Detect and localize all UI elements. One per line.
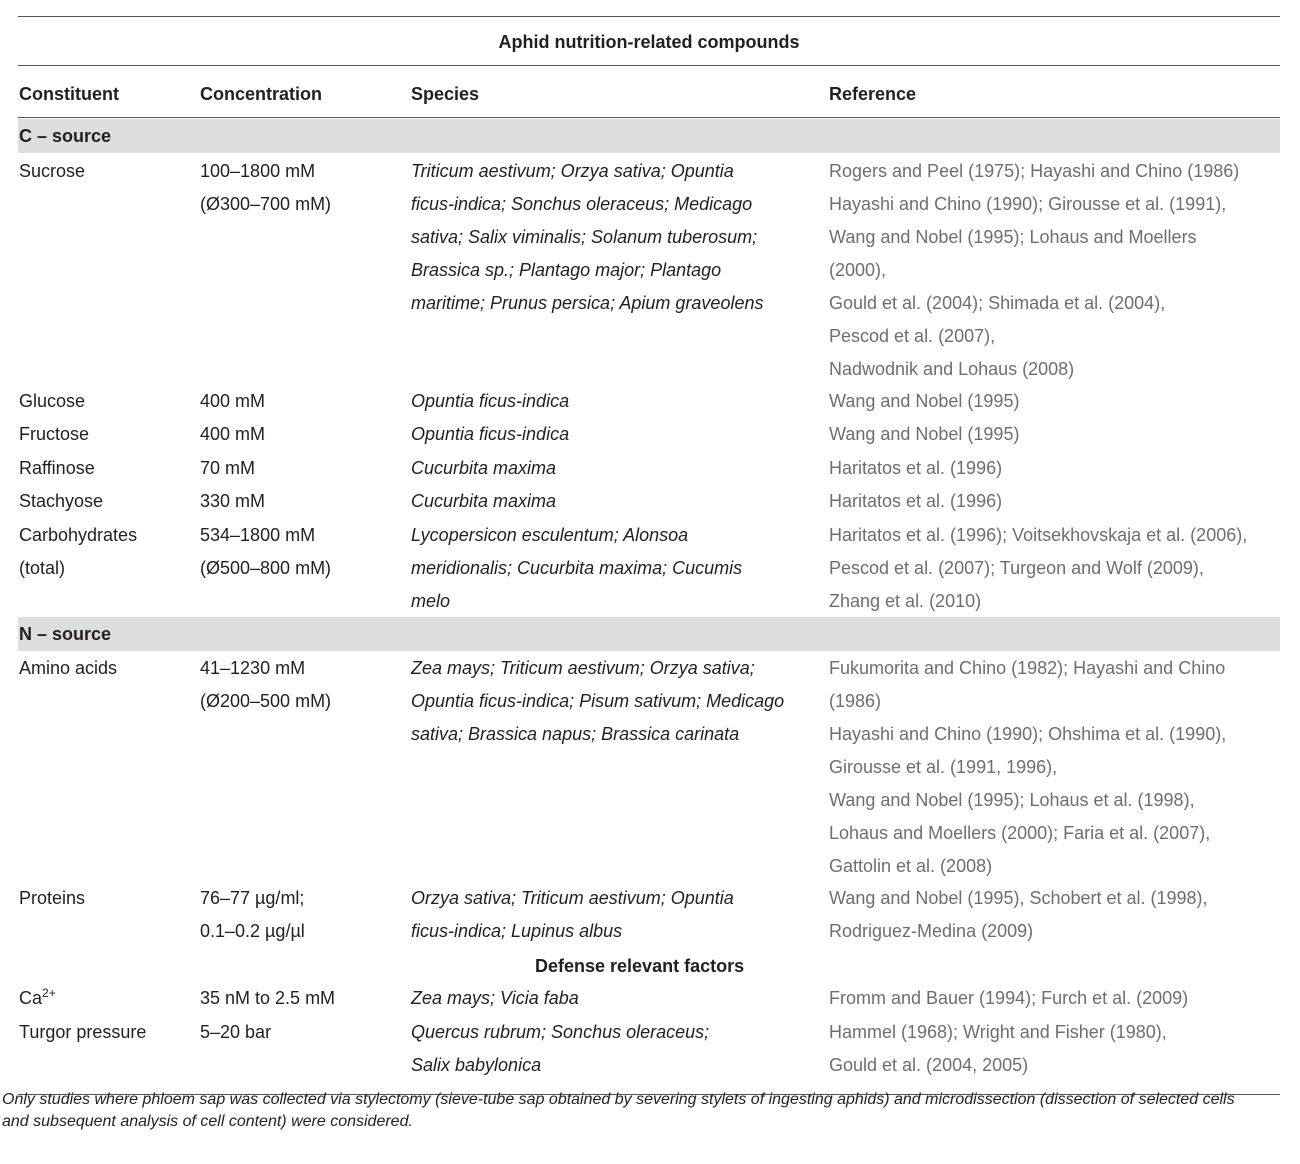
top-rule — [18, 16, 1280, 17]
cell-reference: Hayashi and Chino (1990); Girousse et al. (1991), — [829, 194, 1227, 214]
cell-concentration: 330 mM — [200, 491, 266, 511]
cell-concentration: 400 mM — [200, 391, 266, 411]
cell-reference: Zhang et al. (2010) — [829, 591, 982, 611]
cell-concentration: 534–1800 mM — [200, 525, 316, 545]
cell-species: Orzya sativa; Triticum aestivum; Opuntia — [411, 888, 734, 908]
cell-constituent: Fructose — [19, 424, 90, 444]
section-label: C – source — [19, 126, 112, 146]
constituent-superscript: 2+ — [42, 986, 56, 1000]
cell-concentration: 100–1800 mM — [200, 161, 316, 181]
cell-species: Brassica sp.; Plantago major; Plantago — [411, 260, 722, 280]
cell-reference: (2000), — [829, 260, 887, 280]
section-n-source — [18, 617, 1280, 651]
cell-concentration: (Ø200–500 mM) — [200, 691, 332, 711]
cell-reference: Wang and Nobel (1995); Lohaus et al. (1998), — [829, 790, 1195, 810]
cell-concentration: 0.1–0.2 µg/µl — [200, 921, 305, 941]
cell-species: Zea mays; Triticum aestivum; Orzya sativa; — [411, 658, 755, 678]
cell-reference: Haritatos et al. (1996) — [829, 458, 1003, 478]
cell-concentration: (Ø300–700 mM) — [200, 194, 332, 214]
cell-reference: Girousse et al. (1991, 1996), — [829, 757, 1058, 777]
section-label: N – source — [19, 624, 112, 644]
cell-constituent: Turgor pressure — [19, 1022, 147, 1042]
cell-reference: Fukumorita and Chino (1982); Hayashi and Chino — [829, 658, 1226, 678]
cell-reference: Lohaus and Moellers (2000); Faria et al. (2007), — [829, 823, 1211, 843]
cell-reference: Gattolin et al. (2008) — [829, 856, 993, 876]
cell-species: Cucurbita maxima — [411, 458, 557, 478]
header-species: Species — [411, 84, 480, 104]
cell-reference: Wang and Nobel (1995) — [829, 391, 1020, 411]
cell-species: meridionalis; Cucurbita maxima; Cucumis — [411, 558, 743, 578]
header-constituent: Constituent — [19, 84, 119, 104]
cell-reference: Wang and Nobel (1995); Lohaus and Moellers — [829, 227, 1197, 247]
cell-reference: Wang and Nobel (1995) — [829, 424, 1020, 444]
cell-concentration: 400 mM — [200, 424, 266, 444]
cell-reference: Haritatos et al. (1996) — [829, 491, 1003, 511]
cell-constituent: Stachyose — [19, 491, 104, 511]
cell-reference: Haritatos et al. (1996); Voitsekhovskaja et al. (2006), — [829, 525, 1248, 545]
cell-concentration: 5–20 bar — [200, 1022, 272, 1042]
cell-concentration: 76–77 µg/ml; — [200, 888, 305, 908]
header-concentration: Concentration — [200, 84, 323, 104]
cell-reference: (1986) — [829, 691, 882, 711]
cell-reference: Fromm and Bauer (1994); Furch et al. (2009) — [829, 988, 1189, 1008]
cell-species: ficus-indica; Sonchus oleraceus; Medicago — [411, 194, 753, 214]
cell-concentration: 70 mM — [200, 458, 256, 478]
cell-concentration: 35 nM to 2.5 mM — [200, 988, 336, 1008]
cell-species: Opuntia ficus-indica — [411, 424, 570, 444]
header-rule — [18, 117, 1280, 118]
cell-reference: Hayashi and Chino (1990); Ohshima et al. (1990), — [829, 724, 1227, 744]
cell-species: Opuntia ficus-indica — [411, 391, 570, 411]
cell-species: Quercus rubrum; Sonchus oleraceus; — [411, 1022, 710, 1042]
constituent-base: Ca — [19, 988, 43, 1008]
cell-constituent — [19, 988, 56, 1008]
table-footnote: Only studies where phloem sap was collected via stylectomy (sieve-tube sap obtained by severing stylets of ingesting aphids) and microdissection (dissection of selected cells and subsequent analysis of cell content) were considered. — [2, 1091, 1235, 1130]
cell-reference: Rodriguez-Medina (2009) — [829, 921, 1034, 941]
cell-constituent: Raffinose — [19, 458, 95, 478]
cell-reference: Pescod et al. (2007); Turgeon and Wolf (2009), — [829, 558, 1204, 578]
cell-species: Opuntia ficus-indica; Pisum sativum; Medicago — [411, 691, 785, 711]
cell-constituent: Sucrose — [19, 161, 86, 181]
cell-concentration: (Ø500–800 mM) — [200, 558, 332, 578]
cell-species: Lycopersicon esculentum; Alonsoa — [411, 525, 689, 545]
cell-concentration: 41–1230 mM — [200, 658, 306, 678]
cell-constituent: (total) — [19, 558, 66, 578]
header-reference: Reference — [829, 84, 917, 104]
cell-constituent: Carbohydrates — [19, 525, 138, 545]
cell-species: melo — [411, 591, 451, 611]
cell-reference: Pescod et al. (2007), — [829, 326, 996, 346]
table-title: Aphid nutrition-related compounds — [498, 32, 800, 52]
section-c-source — [18, 119, 1280, 153]
cell-reference: Nadwodnik and Lohaus (2008) — [829, 359, 1075, 379]
cell-species: Cucurbita maxima — [411, 491, 557, 511]
section-defense: Defense relevant factors — [535, 956, 745, 976]
cell-species: sativa; Brassica napus; Brassica carinata — [411, 724, 740, 744]
cell-constituent: Amino acids — [19, 658, 118, 678]
cell-reference: Gould et al. (2004); Shimada et al. (2004), — [829, 293, 1166, 313]
cell-reference: Gould et al. (2004, 2005) — [829, 1055, 1029, 1075]
cell-species: maritime; Prunus persica; Apium graveolens — [411, 293, 764, 313]
cell-species: Triticum aestivum; Orzya sativa; Opuntia — [411, 161, 734, 181]
cell-species: sativa; Salix viminalis; Solanum tuberosum; — [411, 227, 758, 247]
cell-species: Zea mays; Vicia faba — [411, 988, 579, 1008]
cell-reference: Wang and Nobel (1995), Schobert et al. (1998), — [829, 888, 1208, 908]
cell-reference: Rogers and Peel (1975); Hayashi and Chino (1986) — [829, 161, 1240, 181]
cell-constituent: Proteins — [19, 888, 86, 908]
title-rule — [18, 65, 1280, 66]
cell-species: Salix babylonica — [411, 1055, 542, 1075]
cell-species: ficus-indica; Lupinus albus — [411, 921, 623, 941]
cell-reference: Hammel (1968); Wright and Fisher (1980), — [829, 1022, 1167, 1042]
cell-constituent: Glucose — [19, 391, 86, 411]
